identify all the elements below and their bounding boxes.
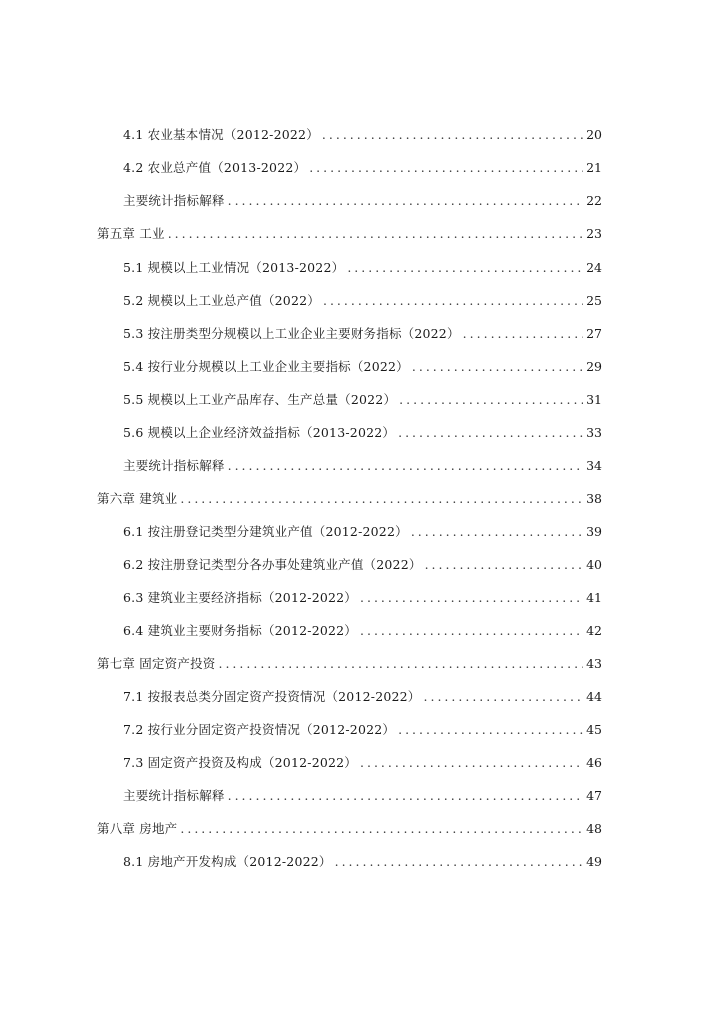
dot-leader xyxy=(180,819,583,839)
dot-leader xyxy=(463,324,583,344)
toc-entry-label: 主要统计指标解释 xyxy=(123,788,225,803)
toc-chapter-7[interactable] xyxy=(97,654,602,674)
dot-leader xyxy=(228,786,583,806)
dot-leader xyxy=(398,423,583,443)
toc-entry-8-1[interactable] xyxy=(123,852,602,872)
toc-entry-ch7-glossary[interactable] xyxy=(123,786,602,806)
toc-entry-label: 5.2 规模以上工业总产值（2022） xyxy=(123,293,320,308)
toc-page-number: 23 xyxy=(586,226,602,241)
toc-entry-label: 主要统计指标解释 xyxy=(123,458,225,473)
dot-leader xyxy=(412,357,583,377)
toc-page-number: 47 xyxy=(586,788,602,803)
toc-entry-label: 8.1 房地产开发构成（2012-2022） xyxy=(123,854,332,869)
toc-entry-7-2[interactable] xyxy=(123,720,602,740)
toc-page-number: 44 xyxy=(586,689,602,704)
toc-entry-4-1[interactable] xyxy=(123,125,602,145)
dot-leader xyxy=(168,224,583,244)
toc-entry-6-3[interactable] xyxy=(123,588,602,608)
toc-page-number: 39 xyxy=(586,524,602,539)
toc-entry-label: 4.2 农业总产值（2013-2022） xyxy=(123,160,307,175)
dot-leader xyxy=(323,291,583,311)
dot-leader xyxy=(398,720,583,740)
toc-page-number: 46 xyxy=(586,755,602,770)
toc-entry-label: 6.4 建筑业主要财务指标（2012-2022） xyxy=(123,623,357,638)
toc-entry-4-2[interactable] xyxy=(123,158,602,178)
toc-entry-label: 6.2 按注册登记类型分各办事处建筑业产值（2022） xyxy=(123,557,422,572)
dot-leader xyxy=(411,522,583,542)
toc-page-number: 45 xyxy=(586,722,602,737)
dot-leader xyxy=(180,489,583,509)
toc-entry-label: 5.5 规模以上工业产品库存、生产总量（2022） xyxy=(123,392,397,407)
toc-entry-5-5[interactable] xyxy=(123,390,602,410)
toc-entry-label: 主要统计指标解释 xyxy=(123,193,225,208)
dot-leader xyxy=(228,191,583,211)
toc-chapter-label: 第五章 工业 xyxy=(97,226,165,241)
toc-page-number: 31 xyxy=(586,392,602,407)
toc-chapter-label: 第七章 固定资产投资 xyxy=(97,656,216,671)
toc-chapter-label: 第八章 房地产 xyxy=(97,821,178,836)
toc-page-number: 49 xyxy=(586,854,602,869)
toc-page-number: 21 xyxy=(586,160,602,175)
dot-leader xyxy=(360,753,583,773)
toc-entry-5-6[interactable] xyxy=(123,423,602,443)
toc-page-number: 42 xyxy=(586,623,602,638)
toc-chapter-6[interactable] xyxy=(97,489,602,509)
toc-entry-label: 6.1 按注册登记类型分建筑业产值（2012-2022） xyxy=(123,524,408,539)
toc-page-number: 22 xyxy=(586,193,602,208)
dot-leader xyxy=(360,621,583,641)
toc-entry-5-4[interactable] xyxy=(123,357,602,377)
toc-entry-label: 7.2 按行业分固定资产投资情况（2012-2022） xyxy=(123,722,396,737)
toc-entry-label: 5.3 按注册类型分规模以上工业企业主要财务指标（2022） xyxy=(123,326,460,341)
toc-entry-ch4-glossary[interactable] xyxy=(123,191,602,211)
dot-leader xyxy=(425,555,584,575)
toc-page-number: 40 xyxy=(586,557,602,572)
dot-leader xyxy=(424,687,584,707)
dot-leader xyxy=(360,588,583,608)
dot-leader xyxy=(218,654,583,674)
toc-chapter-label: 第六章 建筑业 xyxy=(97,491,178,506)
toc-entry-ch5-glossary[interactable] xyxy=(123,456,602,476)
dot-leader xyxy=(399,390,583,410)
dot-leader xyxy=(309,158,583,178)
dot-leader xyxy=(347,258,583,278)
toc-chapter-5[interactable] xyxy=(97,224,602,244)
dot-leader xyxy=(228,456,583,476)
toc-entry-5-3[interactable] xyxy=(123,324,602,344)
toc-page-number: 48 xyxy=(586,821,602,836)
toc-entry-6-1[interactable] xyxy=(123,522,602,542)
toc-entry-6-4[interactable] xyxy=(123,621,602,641)
toc-entry-label: 4.1 农业基本情况（2012-2022） xyxy=(123,127,319,142)
toc-page-number: 29 xyxy=(586,359,602,374)
toc-page-number: 41 xyxy=(586,590,602,605)
toc-entry-5-2[interactable] xyxy=(123,291,602,311)
toc-entry-label: 5.4 按行业分规模以上工业企业主要指标（2022） xyxy=(123,359,409,374)
toc-entry-label: 5.6 规模以上企业经济效益指标（2013-2022） xyxy=(123,425,396,440)
toc-page-number: 38 xyxy=(586,491,602,506)
toc-entry-7-3[interactable] xyxy=(123,753,602,773)
toc-page-number: 25 xyxy=(586,293,602,308)
toc-page-number: 43 xyxy=(586,656,602,671)
toc-page-number: 24 xyxy=(586,260,602,275)
toc-entry-5-1[interactable] xyxy=(123,258,602,278)
toc-page-number: 34 xyxy=(586,458,602,473)
dot-leader xyxy=(322,125,583,145)
toc-page-number: 33 xyxy=(586,425,602,440)
toc-entry-label: 7.3 固定资产投资及构成（2012-2022） xyxy=(123,755,357,770)
toc-entry-label: 6.3 建筑业主要经济指标（2012-2022） xyxy=(123,590,357,605)
toc-entry-label: 5.1 规模以上工业情况（2013-2022） xyxy=(123,260,345,275)
toc-page-number: 20 xyxy=(586,127,602,142)
toc-chapter-8[interactable] xyxy=(97,819,602,839)
toc-entry-6-2[interactable] xyxy=(123,555,602,575)
toc-entry-7-1[interactable] xyxy=(123,687,602,707)
toc-page-number: 27 xyxy=(586,326,602,341)
dot-leader xyxy=(335,852,583,872)
toc-entry-label: 7.1 按报表总类分固定资产投资情况（2012-2022） xyxy=(123,689,421,704)
